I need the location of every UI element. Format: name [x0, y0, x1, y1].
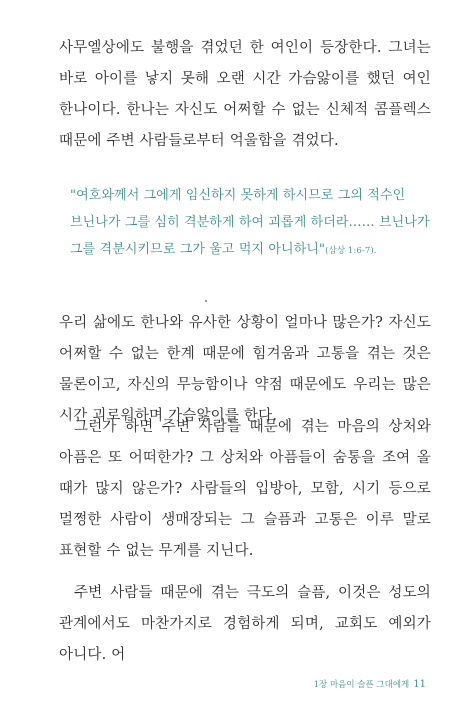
body-paragraph-3: 그런가 하면 주변 사람들 때문에 겪는 마음의 상처와 아픔은 또 어떠한가? 그 상처와 아픔들이 숨통을 조여 올 때가 많지 않은가? 사람들의 입방아, 모함, 시기 등으로 멀쩡한 사람이 생매장되는 그 슬픔과 고통은 이루 말로 표현할 수 없는 무게를 지닌다.: [59, 419, 431, 559]
page-footer: [314, 678, 426, 690]
chapter-title: 1장 마음이 슬픈 그대에게: [313, 680, 410, 690]
scripture-quote: [70, 182, 430, 265]
quote-reference: (삼상 1:6-7).: [325, 246, 377, 256]
body-paragraph-4: 주변 사람들 때문에 겪는 극도의 슬픔, 이것은 성도의 관계에서도 마찬가지로 경험하게 되며, 교회도 예외가 아니다. 어: [59, 585, 431, 663]
decorative-dot: [205, 300, 207, 302]
body-paragraph-2: 우리 삶에도 한나와 유사한 상황이 얼마나 많은가? 자신도 어쩌할 수 없는 한계 때문에 힘겨움과 고통을 겪는 것은 물론이고, 자신의 무능함이나 약점 때문에도 우리는 많은 시간 괴로워하며 가슴앓이를 한다.: [59, 315, 431, 424]
body-paragraph-1: 사무엘상에도 불행을 겪었던 한 여인이 등장한다. 그녀는 바로 아이를 낳지 못해 오랜 시간 가슴앓이를 했던 여인 한나이다. 한나는 자신도 어쩌할 수 없는 신체적 콤플렉스 때문에 주변 사람들로부터 억울함을 겪었다.: [59, 40, 431, 149]
page-number: 11: [413, 679, 426, 690]
quote-text: "여호와께서 그에게 임신하지 못하게 하시므로 그의 적수인 브닌나가 그를 심히 격분하게 하여 괴롭게 하더라…… 브닌나가 그를 격분시키므로 그가 울고 먹지 아니하니": [70, 188, 430, 257]
